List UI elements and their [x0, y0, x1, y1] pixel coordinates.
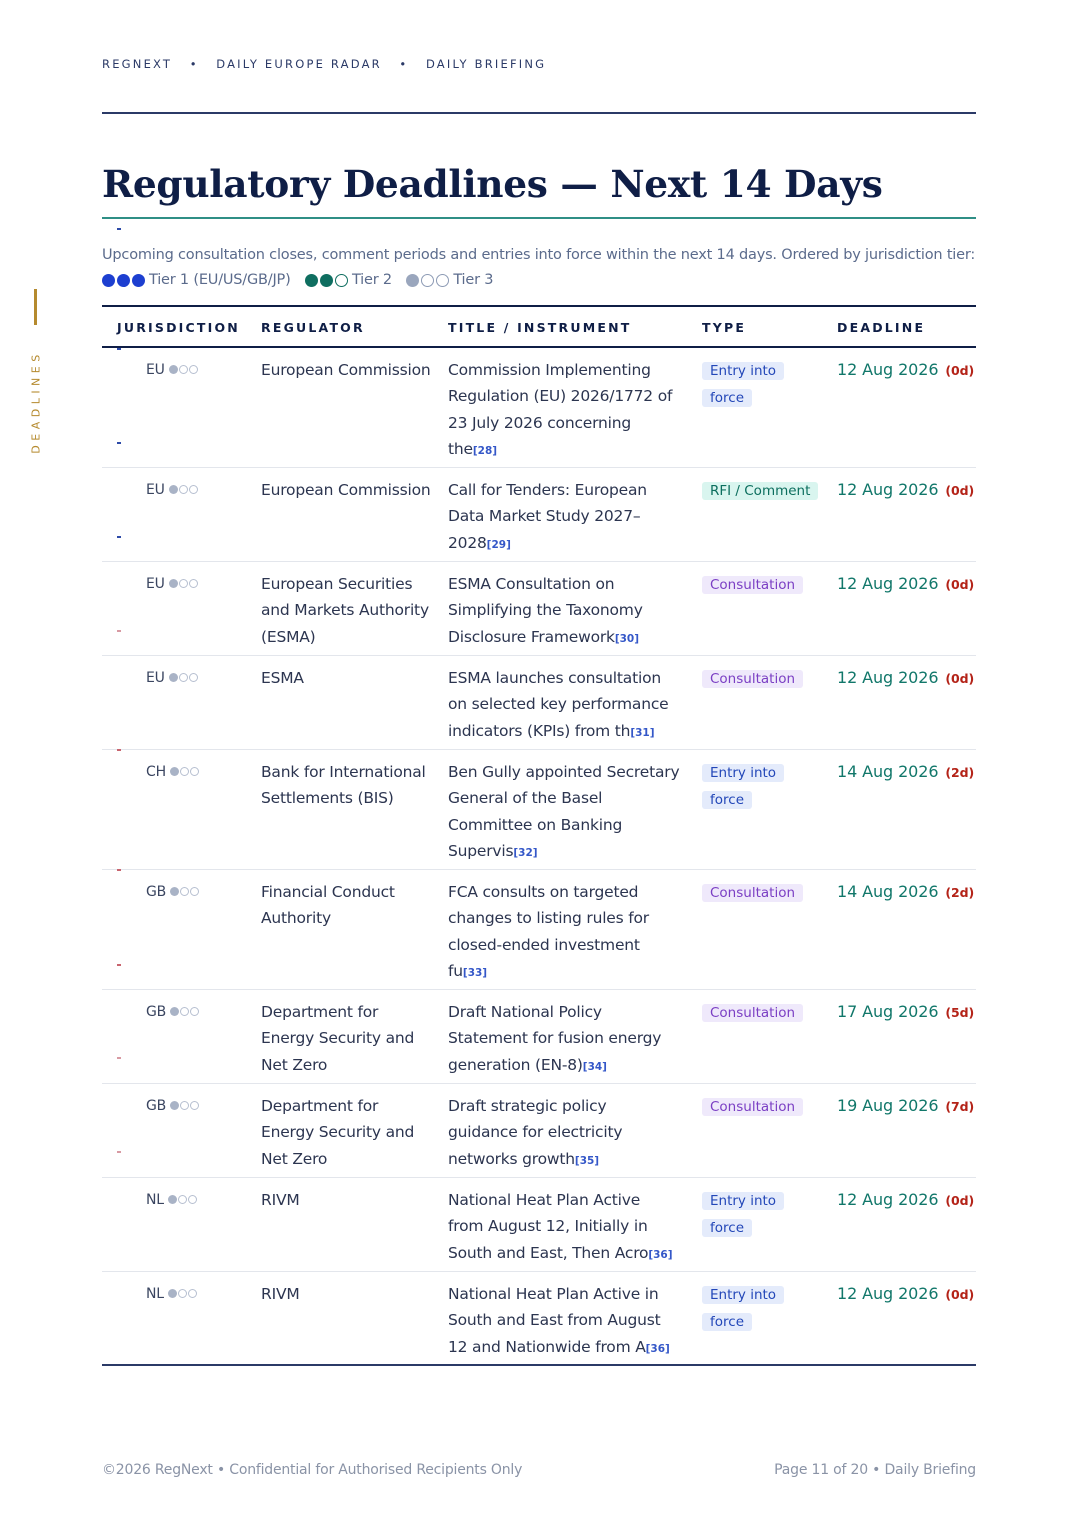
type-badge: RFI / Comment [702, 482, 818, 500]
days-remaining: (0d) [945, 577, 975, 592]
header-brand: REGNEXT [102, 57, 173, 71]
legend-tier3-label: Tier 3 [453, 272, 494, 288]
title-cell [448, 1187, 680, 1268]
tier-dot-icon [102, 274, 115, 287]
tier-dot-icon [132, 274, 145, 287]
tier-dot-icon [168, 1289, 177, 1298]
jurisdiction-code: GB [146, 884, 167, 900]
table-row [102, 1178, 976, 1272]
table-row [102, 656, 976, 750]
header-section: DAILY BRIEFING [425, 57, 547, 71]
reference-link[interactable]: [35] [574, 1154, 600, 1167]
table-row [102, 1272, 976, 1364]
tier-dot-icon [320, 274, 333, 287]
deadline-cell [837, 571, 977, 598]
deadline-cell [837, 879, 977, 906]
type-badge: Entry into force [702, 362, 784, 407]
legend-tier1 [102, 268, 291, 293]
reference-link[interactable]: [33] [462, 966, 488, 979]
deadline-date: 12 Aug 2026 [837, 574, 939, 593]
deadline-cell [837, 1093, 977, 1120]
deadline-cell [837, 1281, 977, 1308]
title-text: Draft strategic policy guidance for electricity networks growth [448, 1097, 623, 1168]
type-badge: Consultation [702, 1004, 803, 1022]
header-separator: • [178, 57, 211, 71]
regulator-cell: ESMA [261, 669, 304, 687]
reference-link[interactable]: [30] [614, 632, 640, 645]
tier-dot-empty-icon [180, 887, 189, 896]
tier-dot-empty-icon [179, 485, 188, 494]
deadline-date: 12 Aug 2026 [837, 668, 939, 687]
type-cell [702, 665, 822, 692]
jurisdiction-code: EU [146, 362, 165, 378]
tier-dot-empty-icon [436, 274, 449, 287]
jurisdiction-cell [146, 477, 246, 503]
footer-page-number: Page 11 of 20 • Daily Briefing [774, 1462, 976, 1478]
legend-tier2 [305, 268, 392, 293]
page-title: Regulatory Deadlines — Next 14 Days [102, 162, 883, 206]
header-separator: • [387, 57, 421, 71]
tier-dot-empty-icon [189, 673, 198, 682]
deadline-date: 14 Aug 2026 [837, 762, 939, 781]
table-row [102, 562, 976, 656]
title-cell [448, 477, 680, 558]
jurisdiction-code: NL [146, 1286, 164, 1302]
legend-tier1-label: Tier 1 (EU/US/GB/JP) [149, 272, 291, 288]
jurisdiction-cell [146, 1093, 246, 1119]
regulator-cell: RIVM [261, 1285, 300, 1303]
tier-dot-empty-icon [188, 1195, 197, 1204]
jurisdiction-cell [146, 1281, 246, 1307]
legend-tier2-label: Tier 2 [351, 272, 392, 288]
tier-dot-empty-icon [178, 1195, 187, 1204]
jurisdiction-code: GB [146, 1004, 167, 1020]
title-cell [448, 357, 680, 464]
margin-tick [117, 964, 121, 966]
margin-tick [117, 1151, 121, 1153]
tier-dot-icon [117, 274, 130, 287]
margin-tick [117, 536, 121, 538]
title-cell [448, 665, 680, 746]
title-cell [448, 1281, 680, 1362]
deadline-date: 19 Aug 2026 [837, 1096, 939, 1115]
deadline-date: 12 Aug 2026 [837, 480, 939, 499]
regulator-cell: European Commission [261, 361, 431, 379]
reference-link[interactable]: [36] [648, 1248, 673, 1261]
tier-dot-icon [169, 365, 178, 374]
title-cell [448, 879, 680, 986]
tier-dot-empty-icon [190, 1101, 199, 1110]
table-row [102, 468, 976, 562]
tier-dot-empty-icon [190, 767, 199, 776]
type-badge: Consultation [702, 576, 803, 594]
title-text: Draft National Policy Statement for fusion energy generation (EN-8) [448, 1003, 662, 1074]
tier-dot-empty-icon [179, 673, 188, 682]
type-cell [702, 1093, 822, 1120]
regulator-cell: European Commission [261, 481, 431, 499]
jurisdiction-code: EU [146, 482, 165, 498]
tier-dot-icon [169, 673, 178, 682]
type-cell [702, 1281, 822, 1336]
table-bottom-rule [102, 1364, 976, 1366]
margin-tick [117, 228, 121, 230]
type-cell [702, 477, 822, 504]
regulator-cell: Department for Energy Security and Net Zero [261, 1097, 415, 1168]
table-row [102, 990, 976, 1084]
title-cell [448, 999, 680, 1080]
tier-dot-icon [170, 767, 179, 776]
tier-dot-empty-icon [190, 887, 199, 896]
deadline-cell [837, 357, 977, 384]
regulator-cell: Bank for International Settlements (BIS) [261, 763, 426, 808]
jurisdiction-cell [146, 759, 246, 785]
deadline-date: 12 Aug 2026 [837, 360, 939, 379]
jurisdiction-code: GB [146, 1098, 167, 1114]
title-rule [102, 217, 976, 219]
footer-copyright: ©2026 RegNext • Confidential for Authorised Recipients Only [102, 1462, 523, 1478]
title-text: Call for Tenders: European Data Market Study 2027–2028 [448, 481, 647, 552]
intro-paragraph [102, 243, 982, 296]
type-cell [702, 1187, 822, 1242]
reference-link[interactable]: [32] [513, 846, 538, 859]
table-row [102, 1084, 976, 1178]
reference-link[interactable]: [31] [630, 726, 655, 739]
jurisdiction-code: EU [146, 670, 165, 686]
tier-dot-icon [406, 274, 419, 287]
regulator-cell: European Securities and Markets Authority (ESMA) [261, 575, 429, 646]
title-text: National Heat Plan Active from August 12, Initially in South and East, Then Acro [448, 1191, 649, 1262]
tier-dot-empty-icon [180, 1007, 189, 1016]
days-remaining: (0d) [945, 1287, 975, 1302]
title-cell [448, 571, 680, 652]
tier-dot-icon [168, 1195, 177, 1204]
tier-dot-icon [169, 579, 178, 588]
tier-dot-icon [169, 485, 178, 494]
title-text: ESMA Consultation on Simplifying the Taxonomy Disclosure Framework [448, 575, 643, 646]
deadline-date: 12 Aug 2026 [837, 1284, 939, 1303]
table-row [102, 750, 976, 870]
type-cell [702, 999, 822, 1026]
regulator-cell: RIVM [261, 1191, 300, 1209]
deadline-date: 14 Aug 2026 [837, 882, 939, 901]
column-header-title: TITLE / INSTRUMENT [448, 320, 632, 335]
title-text: Commission Implementing Regulation (EU) 2026/1772 of 23 July 2026 concerning the [448, 361, 673, 458]
tier-dot-empty-icon [335, 274, 348, 287]
type-badge: Consultation [702, 1098, 803, 1116]
deadline-cell [837, 665, 977, 692]
tier-dot-empty-icon [179, 365, 188, 374]
days-remaining: (2d) [945, 885, 975, 900]
jurisdiction-cell [146, 1187, 246, 1213]
reference-link[interactable]: [36] [645, 1342, 670, 1355]
days-remaining: (0d) [945, 1193, 975, 1208]
days-remaining: (0d) [945, 483, 975, 498]
tier-dot-empty-icon [180, 1101, 189, 1110]
jurisdiction-cell [146, 571, 246, 597]
title-cell [448, 759, 680, 866]
type-badge: Entry into force [702, 1286, 784, 1331]
side-section-label: DEADLINES [29, 350, 43, 454]
type-badge: Entry into force [702, 1192, 784, 1237]
type-badge: Entry into force [702, 764, 784, 809]
jurisdiction-cell [146, 879, 246, 905]
deadline-date: 17 Aug 2026 [837, 1002, 939, 1021]
tier-dot-icon [170, 887, 179, 896]
tier-dot-empty-icon [179, 579, 188, 588]
type-cell [702, 357, 822, 412]
jurisdiction-code: CH [146, 764, 166, 780]
column-header-type: TYPE [702, 320, 747, 335]
deadline-cell [837, 759, 977, 786]
deadline-cell [837, 999, 977, 1026]
jurisdiction-cell [146, 999, 246, 1025]
header-product: DAILY EUROPE RADAR [216, 57, 382, 71]
tier-dot-empty-icon [189, 485, 198, 494]
deadline-cell [837, 1187, 977, 1214]
header-rule [102, 112, 976, 114]
reference-link[interactable]: [29] [486, 538, 511, 551]
title-cell [448, 1093, 680, 1174]
title-text: FCA consults on targeted changes to listing rules for closed-ended investment fu [448, 883, 649, 980]
days-remaining: (0d) [945, 671, 975, 686]
tier-dot-icon [305, 274, 318, 287]
tier-dot-empty-icon [189, 579, 198, 588]
legend-tier3 [406, 268, 493, 293]
type-cell [702, 759, 822, 814]
tier-dot-empty-icon [421, 274, 434, 287]
tier-dot-empty-icon [178, 1289, 187, 1298]
table-top-rule [102, 305, 976, 307]
running-header [102, 57, 546, 71]
reference-link[interactable]: [28] [472, 444, 498, 457]
tier-dot-icon [170, 1101, 179, 1110]
regulator-cell: Department for Energy Security and Net Zero [261, 1003, 415, 1074]
deadline-date: 12 Aug 2026 [837, 1190, 939, 1209]
type-cell [702, 571, 822, 598]
intro-text: Upcoming consultation closes, comment periods and entries into force within the next 14 days. Ordered by jurisdiction tier: [102, 247, 976, 263]
column-header-regulator: REGULATOR [261, 320, 365, 335]
tier-dot-empty-icon [189, 365, 198, 374]
tier-dot-empty-icon [188, 1289, 197, 1298]
title-text: National Heat Plan Active in South and East from August 12 and Nationwide from A [448, 1285, 661, 1356]
jurisdiction-code: EU [146, 576, 165, 592]
type-badge: Consultation [702, 884, 803, 902]
margin-tick [117, 630, 121, 632]
tier-dot-empty-icon [190, 1007, 199, 1016]
margin-tick [117, 442, 121, 444]
reference-link[interactable]: [34] [582, 1060, 607, 1073]
jurisdiction-cell [146, 357, 246, 383]
side-accent-bar [34, 289, 37, 325]
title-text: Ben Gully appointed Secretary General of the Basel Committee on Banking Supervis [448, 763, 680, 860]
column-header-deadline: DEADLINE [837, 320, 926, 335]
tier-dot-icon [170, 1007, 179, 1016]
jurisdiction-cell [146, 665, 246, 691]
type-badge: Consultation [702, 670, 803, 688]
table-row [102, 870, 976, 990]
days-remaining: (0d) [945, 363, 975, 378]
table-row [102, 348, 976, 468]
regulator-cell: Financial Conduct Authority [261, 883, 395, 928]
margin-tick [117, 1057, 121, 1059]
deadline-cell [837, 477, 977, 504]
title-text: ESMA launches consultation on selected key performance indicators (KPIs) from th [448, 669, 669, 740]
column-header-jurisdiction: JURISDICTION [117, 320, 240, 335]
days-remaining: (5d) [945, 1005, 975, 1020]
jurisdiction-code: NL [146, 1192, 164, 1208]
type-cell [702, 879, 822, 906]
tier-dot-empty-icon [180, 767, 189, 776]
days-remaining: (2d) [945, 765, 975, 780]
days-remaining: (7d) [945, 1099, 975, 1114]
